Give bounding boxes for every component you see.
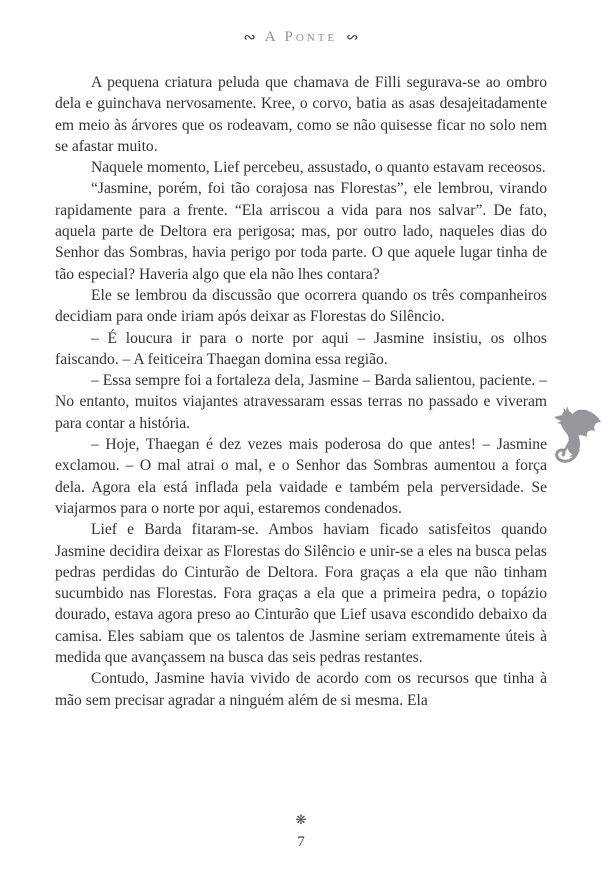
paragraph-4: Ele se lembrou da discussão que ocorrera quando os três companheiros decidiam para onde iriam após deixar as Florestas do Silêncio.: [55, 286, 547, 326]
header-swirl-right-icon: ∾: [346, 28, 359, 46]
paragraph-2: Naquele momento, Lief percebeu, assustado, o quanto estavam receosos.: [91, 159, 546, 177]
paragraph-9: Contudo, Jasmine havia vivido de acordo com os recursos que tinha à mão sem precisar agradar a ninguém além de si mesma. Ela: [55, 670, 547, 709]
dragon-margin-art: [550, 406, 602, 468]
header-swirl-left-icon: ∾: [243, 28, 256, 46]
page-footer: [0, 814, 602, 851]
paragraph-3: “Jasmine, porém, foi tão corajosa nas Florestas”, ele lembrou, virando rapidamente para a frente. “Ela arriscou a vida para nos salvar”. De fato, aquela parte de Deltora era perigosa; mas, por outro lado, naqueles dias do Senhor das Sombras, havia perigo por toda parte. O que aquele lugar tinha de tão especial? Haveria algo que ela não lhes contara?: [55, 180, 547, 283]
paragraph-1: A pequena criatura peluda que chamava de Filli segurava-se ao ombro dela e guinchava nervosamente. Kree, o corvo, batia as asas desajeitadamente em meio às árvores que os rodeavam, como se não quisesse ficar no solo nem se afastar muito.: [55, 74, 547, 155]
paragraph-5: – É loucura ir para o norte por aqui – Jasmine insistiu, os olhos faiscando. – A feiticeira Thaegan domina essa região.: [55, 329, 547, 368]
running-head: [0, 29, 602, 46]
page-number: 7: [297, 834, 305, 850]
paragraph-6: – Essa sempre foi a fortaleza dela, Jasmine – Barda salientou, paciente. – No entanto, muitos viajantes atravessaram essas terras no passado e viveram para contar a história.: [55, 372, 547, 432]
dragon-icon: [550, 406, 602, 468]
body-text: [55, 72, 547, 711]
footer-knot-icon: ❋: [295, 813, 307, 828]
paragraph-7: – Hoje, Thaegan é dez vezes mais poderosa do que antes! – Jasmine exclamou. – O mal atrai o mal, e o Senhor das Sombras aumentou a força dela. Agora ela está inflada pela vaidade e também pela perversidade. Se viajarmos para o norte por aqui, estaremos condenados.: [55, 436, 547, 517]
paragraph-8: Lief e Barda fitaram-se. Ambos haviam ficado satisfeitos quando Jasmine decidira deixar as Florestas do Silêncio e unir-se a eles na busca pelas pedras perdidas do Cinturão de Deltora. Fora graças a ela que não tinham sucumbido nas Florestas. Fora graças a ela que a primeira pedra, o topázio dourado, estava agora preso ao Cinturão que Lief usava escondido debaixo da camisa. Eles sabiam que os talentos de Jasmine seriam extremamente úteis à medida que avançassem na busca das seis pedras restantes.: [55, 521, 547, 667]
chapter-title: A Ponte: [264, 29, 338, 45]
